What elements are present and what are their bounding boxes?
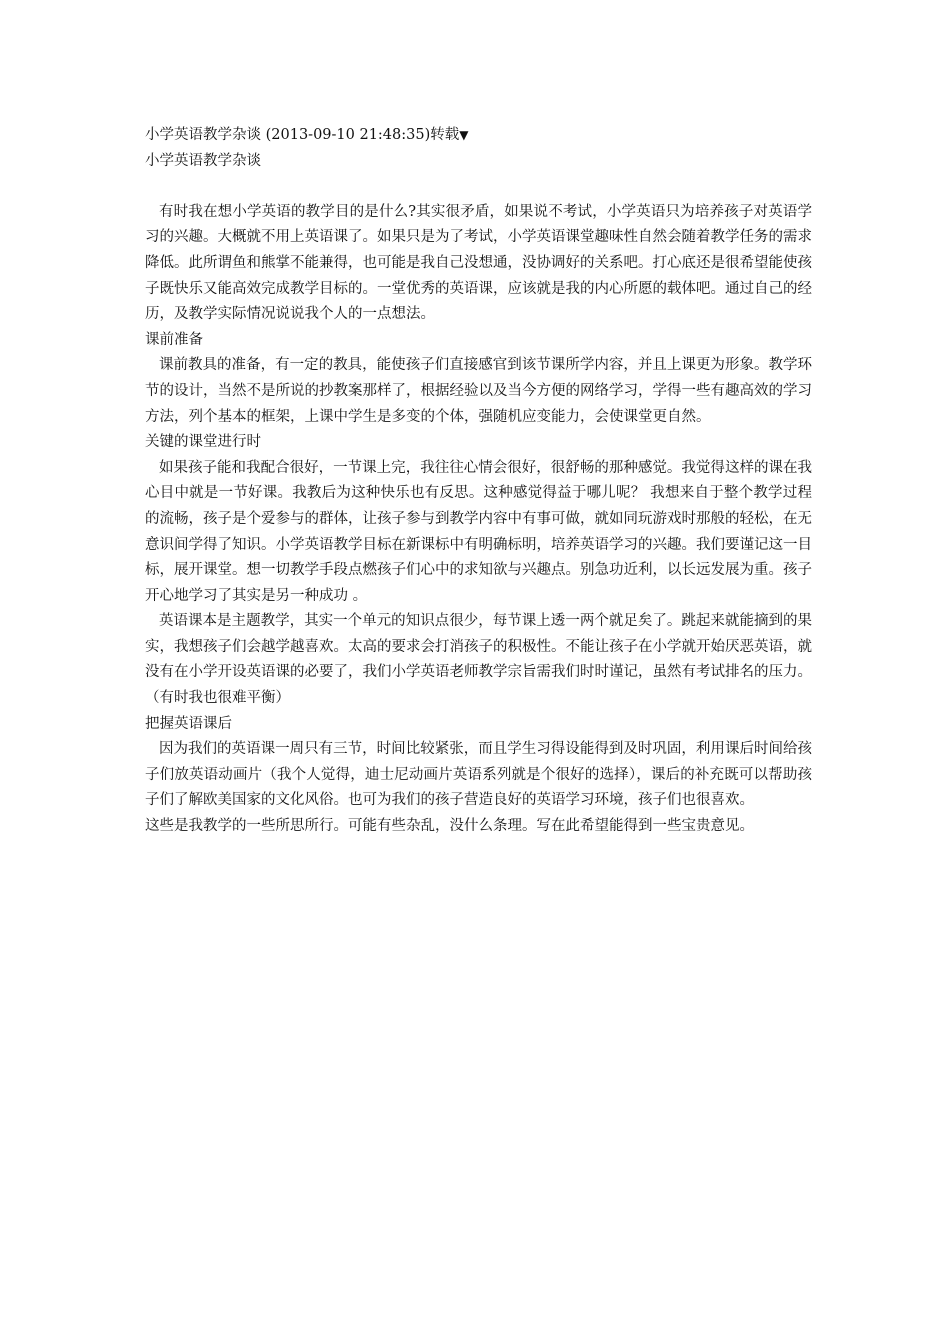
closing-paragraph: 这些是我教学的一些所思所行。可能有些杂乱，没什么条理。写在此希望能得到一些宝贵意见。	[145, 818, 754, 835]
section-heading-classroom: 关键的课堂进行时	[145, 434, 261, 451]
after-class-paragraph: 因为我们的英语课一周只有三节，时间比较紧张，而且学生习得设能得到及时巩固，利用课后时间给孩子们放英语动画片（我个人觉得，迪士尼动画片英语系列就是个很好的选择），课后的补充既可以帮助孩子们了解欧美国家的文化风俗。也可为我们的孩子营造良好的英语学习环境，孩子们也很喜欢。	[145, 741, 812, 809]
classroom-paragraph-2: 英语课本是主题教学，其实一个单元的知识点很少，每节课上透一两个就足矣了。跳起来就能摘到的果实，我想孩子们会越学越喜欢。太高的要求会打消孩子的积极性。不能让孩子在小学就开始厌恶英语，就没有在小学开设英语课的必要了，我们小学英语老师教学宗旨需我们时时谨记，虽然有考试排名的压力。（有时我也很难平衡）	[145, 613, 812, 707]
classroom-paragraph-1: 如果孩子能和我配合很好，一节课上完，我往往心情会很好，很舒畅的那种感觉。我觉得这样的课在我心目中就是一节好课。我教后为这种快乐也有反思。这种感觉得益于哪儿呢？ 我想来自于整个教学过程的流畅，孩子是个爱参与的群体，让孩子参与到教学内容中有事可做，就如同玩游戏时那般的轻松，在无意识间学得了知识。小学英语教学目标在新课标中有明确标明，培养英语学习的兴趣。我们要谨记这一目标，展开课堂。想一切教学手段点燃孩子们心中的求知欲与兴趣点。别急功近利，以长远发展为重。孩子开心地学习了其实是另一种成功 。	[145, 459, 812, 604]
intro-paragraph: 有时我在想小学英语的教学目的是什么?其实很矛盾，如果说不考试，小学英语只为培养孩子对英语学习的兴趣。大概就不用上英语课了。如果只是为了考试，小学英语课堂趣味性自然会随着教学任务的需求降低。此所谓鱼和熊掌不能兼得，也可能是我自己没想通，没协调好的关系吧。打心底还是很希望能使孩子既快乐又能高效完成教学目标的。一堂优秀的英语课，应该就是我的内心所愿的载体吧。通过自己的经历，及教学实际情况说说我个人的一点想法。	[145, 203, 812, 323]
header-line	[145, 123, 812, 149]
triangle-down-icon[interactable]: ▼	[459, 128, 469, 142]
document-subtitle: 小学英语教学杂谈	[145, 152, 261, 169]
blank-line	[145, 174, 812, 200]
section-heading-preparation: 课前准备	[145, 331, 203, 348]
document-page	[145, 123, 812, 840]
preparation-paragraph: 课前教具的准备，有一定的教具，能使孩子们直接感官到该节课所学内容，并且上课更为形象。教学环节的设计，当然不是所说的抄教案那样了，根据经验以及当今方便的网络学习，学得一些有趣高效的学习方法，列个基本的框架，上课中学生是多变的个体，强随机应变能力，会使课堂更自然。	[145, 357, 812, 425]
section-heading-after-class: 把握英语课后	[145, 715, 232, 732]
header-title: 小学英语教学杂谈 (2013-09-10 21:48:35)转载	[145, 127, 460, 143]
